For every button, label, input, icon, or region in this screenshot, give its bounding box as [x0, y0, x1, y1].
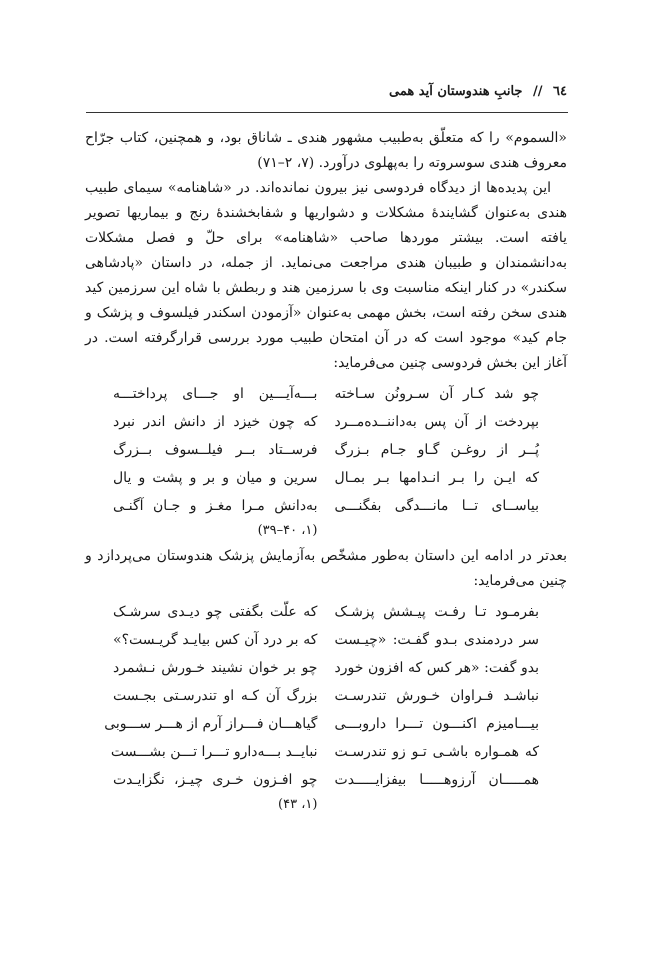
text-line: چنین می‌فرماید:	[473, 573, 567, 589]
couplet	[113, 598, 539, 626]
hemistich-right: پُــر از روغـن گـاو جـام بـزرگ	[334, 442, 539, 458]
hemistich-left: گیاهـــان فـــراز آرم از هـــر ســـوبی	[104, 716, 318, 732]
text-line: طبیبان هندی مراجعت می‌نماید. از جمله، در داستان «پادشاهی سکندر» در کنار اینکه	[85, 255, 568, 296]
couplet	[113, 626, 539, 654]
hemistich-left: نبایــد بـــه‌دارو تـــرا تـــن بشـــست	[110, 744, 318, 760]
citation: (۱، ۴۰–۳۹)	[257, 523, 318, 538]
couplet	[110, 738, 539, 766]
citation-row	[113, 794, 539, 816]
hemistich-right: نباشـد فـراوان خـورش تندرسـت	[334, 688, 539, 704]
couplet	[113, 654, 539, 682]
text-line: این پدیده‌ها از دیدگاه فردوسی نیز بیرون نمانده‌اند. در «شاهنامه» سیمای طبیب	[85, 180, 551, 196]
text-line: معروف هندی سوسروته را به‌پهلوی درآورد. (۷، ۲–۷۱)	[257, 155, 567, 171]
verse-block-1	[113, 380, 539, 542]
hemistich-left: بزرگ آن کـه او تندرسـتی بجـست	[113, 688, 318, 704]
paragraph-3	[85, 544, 567, 594]
hemistich-left: چو افـزون خـری چیـز، نگزایـدت	[113, 772, 318, 788]
hemistich-left: فرســتاد بــر فیلــسوف بــزرگ	[113, 442, 318, 458]
text-line: است. بیشتر موردها صاحب «شاهنامه» برای حلّ و فصل مشکلات به‌دانشمندان و	[85, 230, 567, 271]
couplet	[113, 766, 539, 794]
hemistich-right: سر دردمندی بـدو گفـت: «چیـست	[334, 632, 539, 648]
verse-block-2	[104, 598, 539, 816]
text-line: در آن امتحان طبیب مورد بررسی قرارگرفته است. در آغاز این بخش فردوسی چنین	[85, 330, 567, 371]
paragraph-2	[85, 176, 567, 376]
text-line: مناسبت وی با سرزمین هند و ربطش با شاه این سرزمین کید هندی سخن رفته است،	[85, 280, 567, 321]
page-body	[85, 126, 567, 818]
hemistich-right: بیـــامیزم اکنـــون تـــرا داروبـــی	[334, 716, 539, 732]
couplet	[113, 436, 539, 464]
couplet	[113, 408, 539, 436]
page-number: ٦٤	[553, 84, 567, 99]
text-line: هندی به‌عنوان گشایندهٔ مشکلات و دشواریها و شفابخشندهٔ رنج و بیماریها تصویر یافته	[85, 205, 567, 246]
hemistich-right: بپردخت از آن پس به‌داننــده‌مــرد	[334, 414, 539, 430]
couplet	[104, 710, 539, 738]
couplet	[113, 492, 539, 520]
couplet	[113, 682, 539, 710]
running-title: جانبِ هندوستان آید همی	[389, 84, 523, 99]
text-line: «السموم» را که متعلّق به‌طبیب مشهور هندی ـ شاناق بود، و همچنین، کتاب جرّاح	[85, 130, 567, 146]
running-header	[87, 84, 567, 106]
hemistich-left: که بر درد آن کس بیایـد گریـست؟»	[113, 632, 318, 648]
text-line: می‌فرماید:	[333, 355, 395, 371]
hemistich-left: به‌دانش مـرا مغـز و جـان آگنـی	[113, 498, 318, 514]
hemistich-right: بیاســای تــا مانـــدگی بفگنـــی	[334, 498, 539, 514]
text-line: بخش مهمی به‌عنوان «آزمودن اسکندر فیلسوف و پزشک و جام کید» موجود است که	[85, 305, 567, 346]
couplet	[113, 380, 539, 408]
hemistich-right: که ایـن را بـر انـدامها بـر بمـال	[334, 470, 539, 486]
citation: (۱، ۴۳)	[278, 797, 318, 812]
hemistich-right: همـــــان آرزوهـــــا بیفزایـــــدت	[334, 772, 539, 788]
hemistich-left: سرین و میان و بر و پشت و یال	[113, 470, 318, 486]
header-rule	[86, 112, 568, 113]
hemistich-left: بـــه‌آیـــین او جـــای پرداختـــه	[113, 386, 318, 402]
header-separator: //	[533, 84, 543, 99]
hemistich-right: که همـواره باشـی تـو زو تندرسـت	[334, 744, 539, 760]
text-line: بعدتر در ادامه این داستان به‌طور مشخّص به‌آزمایش پزشک هندوستان می‌پردازد و	[85, 548, 567, 564]
couplet	[113, 464, 539, 492]
citation-row	[113, 520, 539, 542]
hemistich-right: چو شد کـار آن سـرونُن سـاخته	[334, 386, 539, 402]
hemistich-left: که چون خیزد از دانش اندر نبرد	[113, 414, 318, 430]
hemistich-left: چو بر خوان نشیند خـورش نـشمرد	[113, 660, 318, 676]
hemistich-right: بفرمـود تـا رفـت پیـشش پزشـک	[334, 604, 539, 620]
hemistich-right: بدو گفت: «هر کس که افزون خورد	[334, 660, 539, 676]
paragraph-1	[85, 126, 567, 176]
hemistich-left: که علّت بگفتی چو دیـدی سرشـک	[113, 604, 318, 620]
